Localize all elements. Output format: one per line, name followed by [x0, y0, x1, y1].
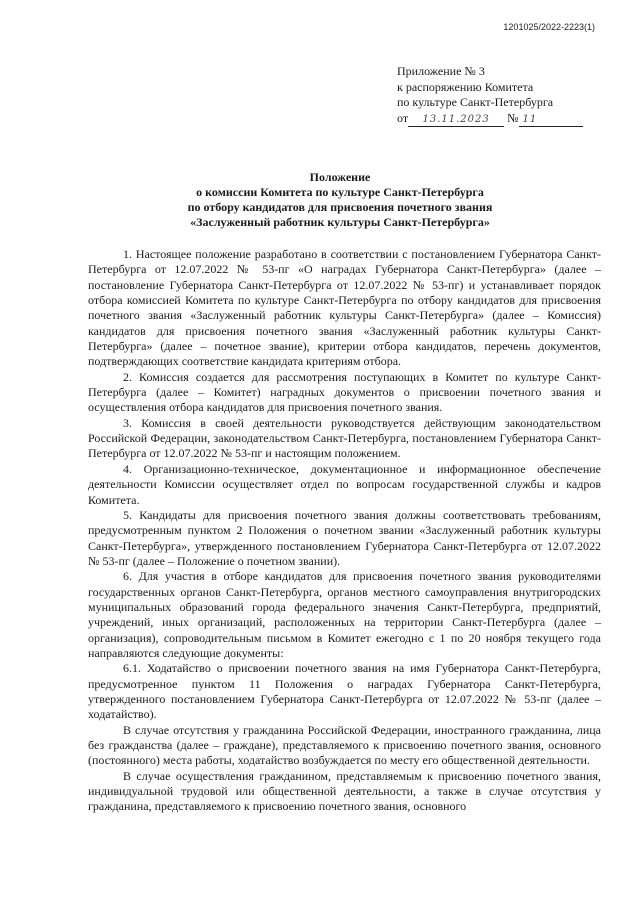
title-line-1: Положение	[309, 170, 371, 184]
number-prefix: №	[507, 110, 519, 125]
paragraph-2: 2. Комиссия создается для рассмотрения поступающих в Комитет по культуре Санкт-Петербурга (далее – Комитет) наградных документов о присвоении почетного звания и осуществления отбора кандидатов для присвоения почетного звания.	[88, 369, 601, 415]
paragraph-3: 3. Комиссия в своей деятельности руководствуется действующим законодательством Российской Федерации, законодательством Санкт-Петербурга, постановлением Губернатора Санкт-Петербурга от 12.07.2022 № 53-пг и настоящим положением.	[88, 415, 601, 461]
appendix-line-3: по культуре Санкт-Петербурга	[397, 95, 554, 109]
paragraph-1: 1. Настоящее положение разработано в соответствии с постановлением Губернатора Санкт-Петербурга от 12.07.2022 № 53-пг «О наградах Губернатора Санкт-Петербурга» (далее – постановление Губернатора Санкт-Петербурга от 12.07.2022 № 53-пг) и устанавливает порядок отбора комиссией Комитета по культуре Санкт-Петербурга по отбору кандидатов для присвоения почетного звания «Заслуженный работник культуры Санкт-Петербурга» (далее – Комиссия) кандидатов для присвоения почетного звания «Заслуженный работник культуры Санкт-Петербурга» (далее – почетное звание), критерии отбора кандидатов, перечень документов, подтверждающих соответствие кандидата критериям отбора.	[88, 247, 601, 369]
appendix-line-1: Приложение № 3	[397, 64, 485, 78]
paragraph-6-1: 6.1. Ходатайство о присвоении почетного звания на имя Губернатора Санкт-Петербурга, предусмотренное пунктом 11 Положения о наградах Губернатора Санкт-Петербурга, утвержденного постановлением Губернатора Санкт-Петербурга от 12.07.2022 № 53-пг (далее – ходатайство).	[88, 661, 601, 722]
document-id: 1201025/2022-2223(1)	[503, 22, 595, 32]
title-line-2: о комиссии Комитета по культуре Санкт-Петербурга	[196, 185, 484, 199]
handwritten-number: 11	[519, 114, 583, 127]
paragraph-5: 5. Кандидаты для присвоения почетного звания должны соответствовать требованиям, предусмотренным пунктом 2 Положения о почетном звании «Заслуженный работник культуры Санкт-Петербурга», утвержденного постановлением Губернатора Санкт-Петербурга от 12.07.2022 № 53-пг (далее – Положение о почетном звании).	[88, 507, 601, 568]
title-line-4: «Заслуженный работник культуры Санкт-Петербурга»	[190, 215, 490, 229]
paragraph-6-1-a: В случае отсутствия у гражданина Российской Федерации, иностранного гражданина, лица без гражданства (далее – граждане), представляемого к присвоению почетного звания, основного (постоянного) места работы, ходатайство возбуждается по месту его общественной деятельности.	[88, 722, 601, 768]
paragraph-4: 4. Организационно-техническое, документационное и информационное обеспечение деятельности Комиссии осуществляет отдел по вопросам государственной службы и кадров Комитета.	[88, 461, 601, 507]
appendix-line-2: к распоряжению Комитета	[397, 79, 534, 94]
handwritten-date: 13.11.2023	[408, 114, 504, 127]
paragraph-6-1-b: В случае осуществления гражданином, представляемым к присвоению почетного звания, индивидуальной трудовой или общественной деятельности, а также в случае отсутствия у гражданина, представляемого к присвоению почетного звания, основного	[88, 768, 601, 814]
appendix-date-line	[397, 111, 583, 127]
appendix-block	[397, 64, 583, 127]
date-prefix: от	[397, 110, 409, 125]
paragraph-6: 6. Для участия в отборе кандидатов для присвоения почетного звания руководителями государственных органов Санкт-Петербурга, органов местного самоуправления внутригородских муниципальных образований города федерального значения Санкт-Петербурга, предприятий, учреждений, иных организаций, расположенных на территории Санкт-Петербурга (далее – организация), сопроводительным письмом в Комитет ежегодно с 1 по 20 ноября текущего года направляются следующие документы:	[88, 569, 601, 660]
title-line-3: по отбору кандидатов для присвоения почетного звания	[187, 200, 493, 214]
document-title	[80, 170, 600, 230]
document-body	[88, 247, 601, 815]
